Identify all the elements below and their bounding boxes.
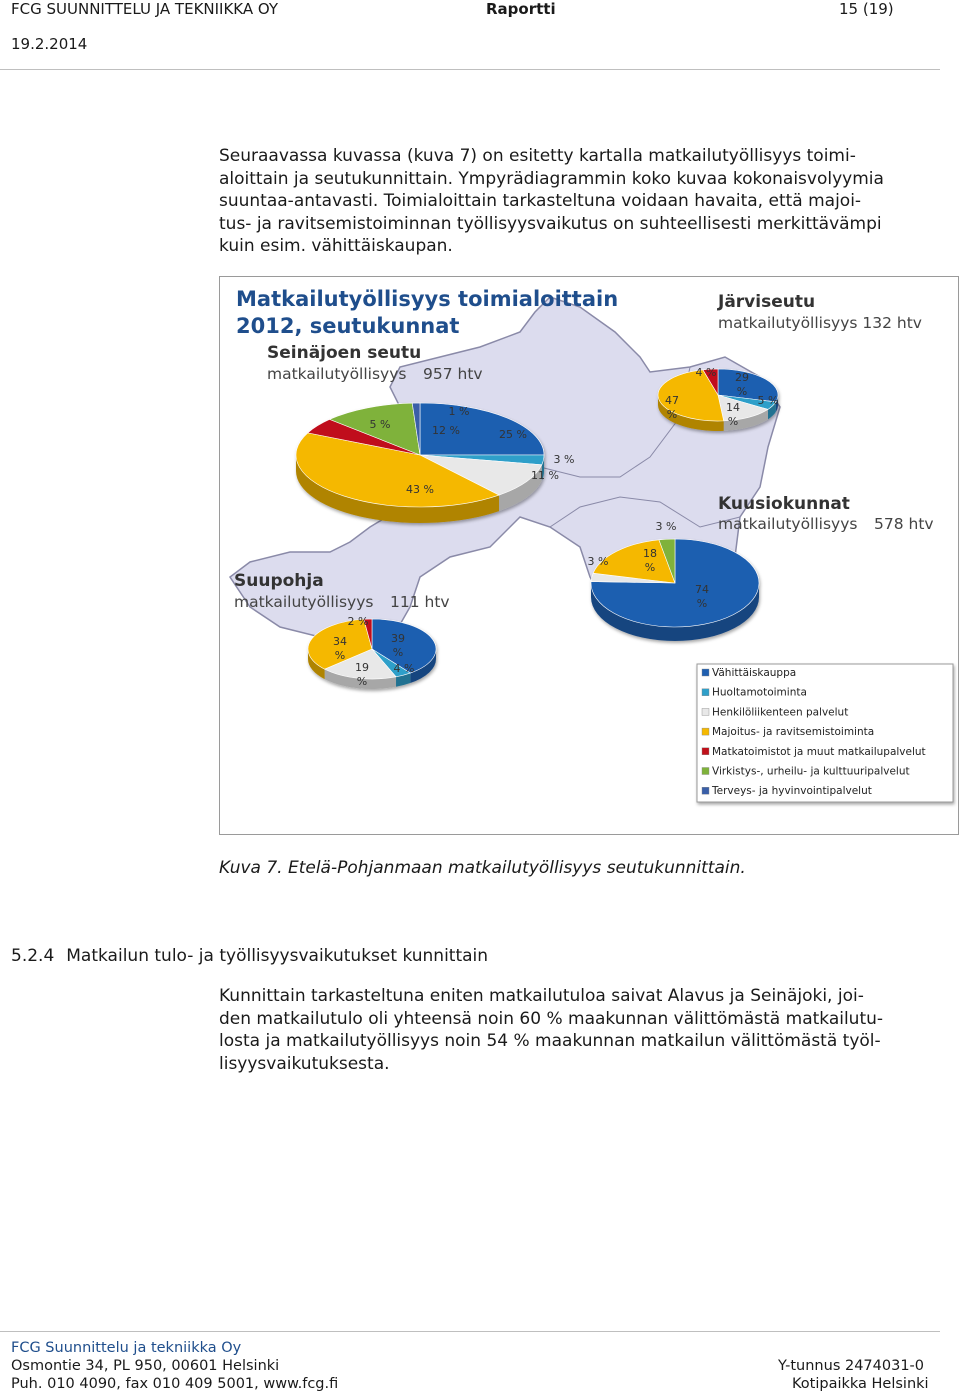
- pie-data-label: 29 %: [735, 371, 749, 398]
- legend: [697, 664, 953, 802]
- region-htv-kuusiokunnat: 578 htv: [874, 515, 934, 533]
- body-paragraph: [219, 985, 939, 1075]
- pie-data-label: 18 %: [643, 547, 657, 574]
- footer-rule: [0, 1331, 940, 1332]
- intro-paragraph: [219, 145, 939, 258]
- intro-line: suuntaa-antavasti. Toimialoittain tarkasteltuna voidaan havaita, että majoi-: [219, 191, 862, 211]
- legend-swatch: [702, 689, 709, 696]
- legend-swatch: [702, 748, 709, 755]
- region-sub-jarviseutu: matkailutyöllisyys 132 htv: [718, 314, 922, 332]
- body-line: den matkailutulo oli yhteensä noin 60 % maakunnan välittömästä matkailutu-: [219, 1008, 884, 1029]
- section-heading: [11, 946, 488, 966]
- pie-data-label: 11 %: [531, 469, 559, 482]
- region-name-kuusiokunnat: Kuusiokunnat: [718, 494, 850, 514]
- pie-data-label: 3 %: [587, 555, 609, 568]
- pie-data-label: 12 %: [432, 424, 460, 437]
- figure-map: [219, 276, 959, 835]
- pie-data-label: 2 %: [347, 615, 369, 628]
- intro-line: Seuraavassa kuvassa (kuva 7) on esitetty kartalla matkailutyöllisyys toimi-: [219, 146, 856, 166]
- legend-swatch: [702, 768, 709, 775]
- footer-address: Osmontie 34, PL 950, 00601 Helsinki: [11, 1358, 280, 1374]
- pie-data-label: 4 %: [393, 662, 415, 675]
- pie-data-label: 3 %: [655, 520, 677, 533]
- footer-contact: Puh. 010 4090, fax 010 409 5001, www.fcg.fi: [11, 1376, 339, 1392]
- pie-data-label: 4 %: [695, 366, 717, 379]
- figure-title-line2: 2012, seutukunnat: [236, 314, 460, 338]
- legend-swatch: [702, 708, 709, 715]
- map-chart-svg: [220, 277, 958, 834]
- figure-caption: Kuva 7. Etelä-Pohjanmaan matkailutyöllisyys seutukunnittain.: [219, 858, 746, 878]
- footer-domicile: Kotipaikka Helsinki: [792, 1376, 929, 1392]
- footer-company: FCG Suunnittelu ja tekniikka Oy: [11, 1340, 242, 1356]
- header-page-number: 15 (19): [839, 0, 894, 18]
- region-name-suupohja: Suupohja: [234, 571, 324, 591]
- region-htv-suupohja: 111 htv: [390, 593, 450, 611]
- legend-label: Majoitus- ja ravitsemistoiminta: [712, 726, 875, 739]
- legend-label: Huoltamotoiminta: [712, 686, 807, 699]
- pie-1: [296, 403, 544, 523]
- region-sub-seinajoki: matkailutyöllisyys: [267, 365, 407, 383]
- pie-data-label: 25 %: [499, 428, 527, 441]
- legend-swatch: [702, 787, 709, 794]
- legend-swatch: [702, 669, 709, 676]
- region-htv-seinajoki: 957 htv: [423, 365, 483, 383]
- pie-data-label: 43 %: [406, 483, 434, 496]
- pie-data-label: 5 %: [757, 394, 779, 407]
- legend-label: Virkistys-, urheilu- ja kulttuuripalvelut: [712, 765, 910, 778]
- region-sub-suupohja: matkailutyöllisyys: [234, 593, 374, 611]
- pie-data-label: 1 %: [448, 405, 470, 418]
- pie-data-label: 3 %: [553, 453, 575, 466]
- pie-data-label: 39 %: [391, 632, 405, 659]
- body-line: lisyysvaikutuksesta.: [219, 1053, 390, 1074]
- pie-data-label: 34 %: [333, 635, 347, 662]
- section-title: Matkailun tulo- ja työllisyysvaikutukset kunnittain: [66, 946, 489, 966]
- legend-label: Vähittäiskauppa: [712, 667, 797, 679]
- pie-data-label: 74 %: [695, 583, 709, 610]
- pie-3: [591, 539, 759, 641]
- region-name-jarviseutu: Järviseutu: [718, 292, 816, 312]
- legend-label: Matkatoimistot ja muut matkailupalvelut: [712, 745, 926, 758]
- intro-line: aloittain ja seutukunnittain. Ympyrädiagrammin koko kuvaa kokonaisvolyymia: [219, 168, 884, 189]
- legend-swatch: [702, 728, 709, 735]
- body-line: losta ja matkailutyöllisyys noin 54 % maakunnan matkailun välittömästä työl-: [219, 1031, 881, 1051]
- legend-label: Henkilöliikenteen palvelut: [712, 706, 849, 719]
- intro-line: kuin esim. vähittäiskaupan.: [219, 236, 453, 256]
- header-company: FCG SUUNNITTELU JA TEKNIIKKA OY: [11, 0, 279, 18]
- footer-business-id: Y-tunnus 2474031-0: [778, 1358, 925, 1374]
- section-number: 5.2.4: [11, 946, 55, 966]
- header-doc-type: Raportti: [486, 0, 556, 18]
- pie-data-label: 5 %: [369, 418, 391, 431]
- header-rule: [0, 69, 940, 70]
- body-line: Kunnittain tarkasteltuna eniten matkailutuloa saivat Alavus ja Seinäjoki, joi-: [219, 986, 864, 1006]
- header-date: 19.2.2014: [11, 35, 88, 53]
- legend-label: Terveys- ja hyvinvointipalvelut: [712, 785, 872, 798]
- figure-title-line1: Matkailutyöllisyys toimialoittain: [236, 287, 619, 311]
- intro-line: tus- ja ravitsemistoiminnan työllisyysvaikutus on suhteellisesti merkittävämpi: [219, 213, 882, 234]
- pie-data-label: 47 %: [665, 394, 679, 421]
- region-sub-kuusiokunnat: matkailutyöllisyys: [718, 515, 858, 533]
- pie-data-label: 19 %: [355, 661, 369, 688]
- pie-4: [308, 619, 436, 689]
- region-name-seinajoki: Seinäjoen seutu: [267, 343, 422, 363]
- pie-data-label: 14 %: [726, 401, 740, 428]
